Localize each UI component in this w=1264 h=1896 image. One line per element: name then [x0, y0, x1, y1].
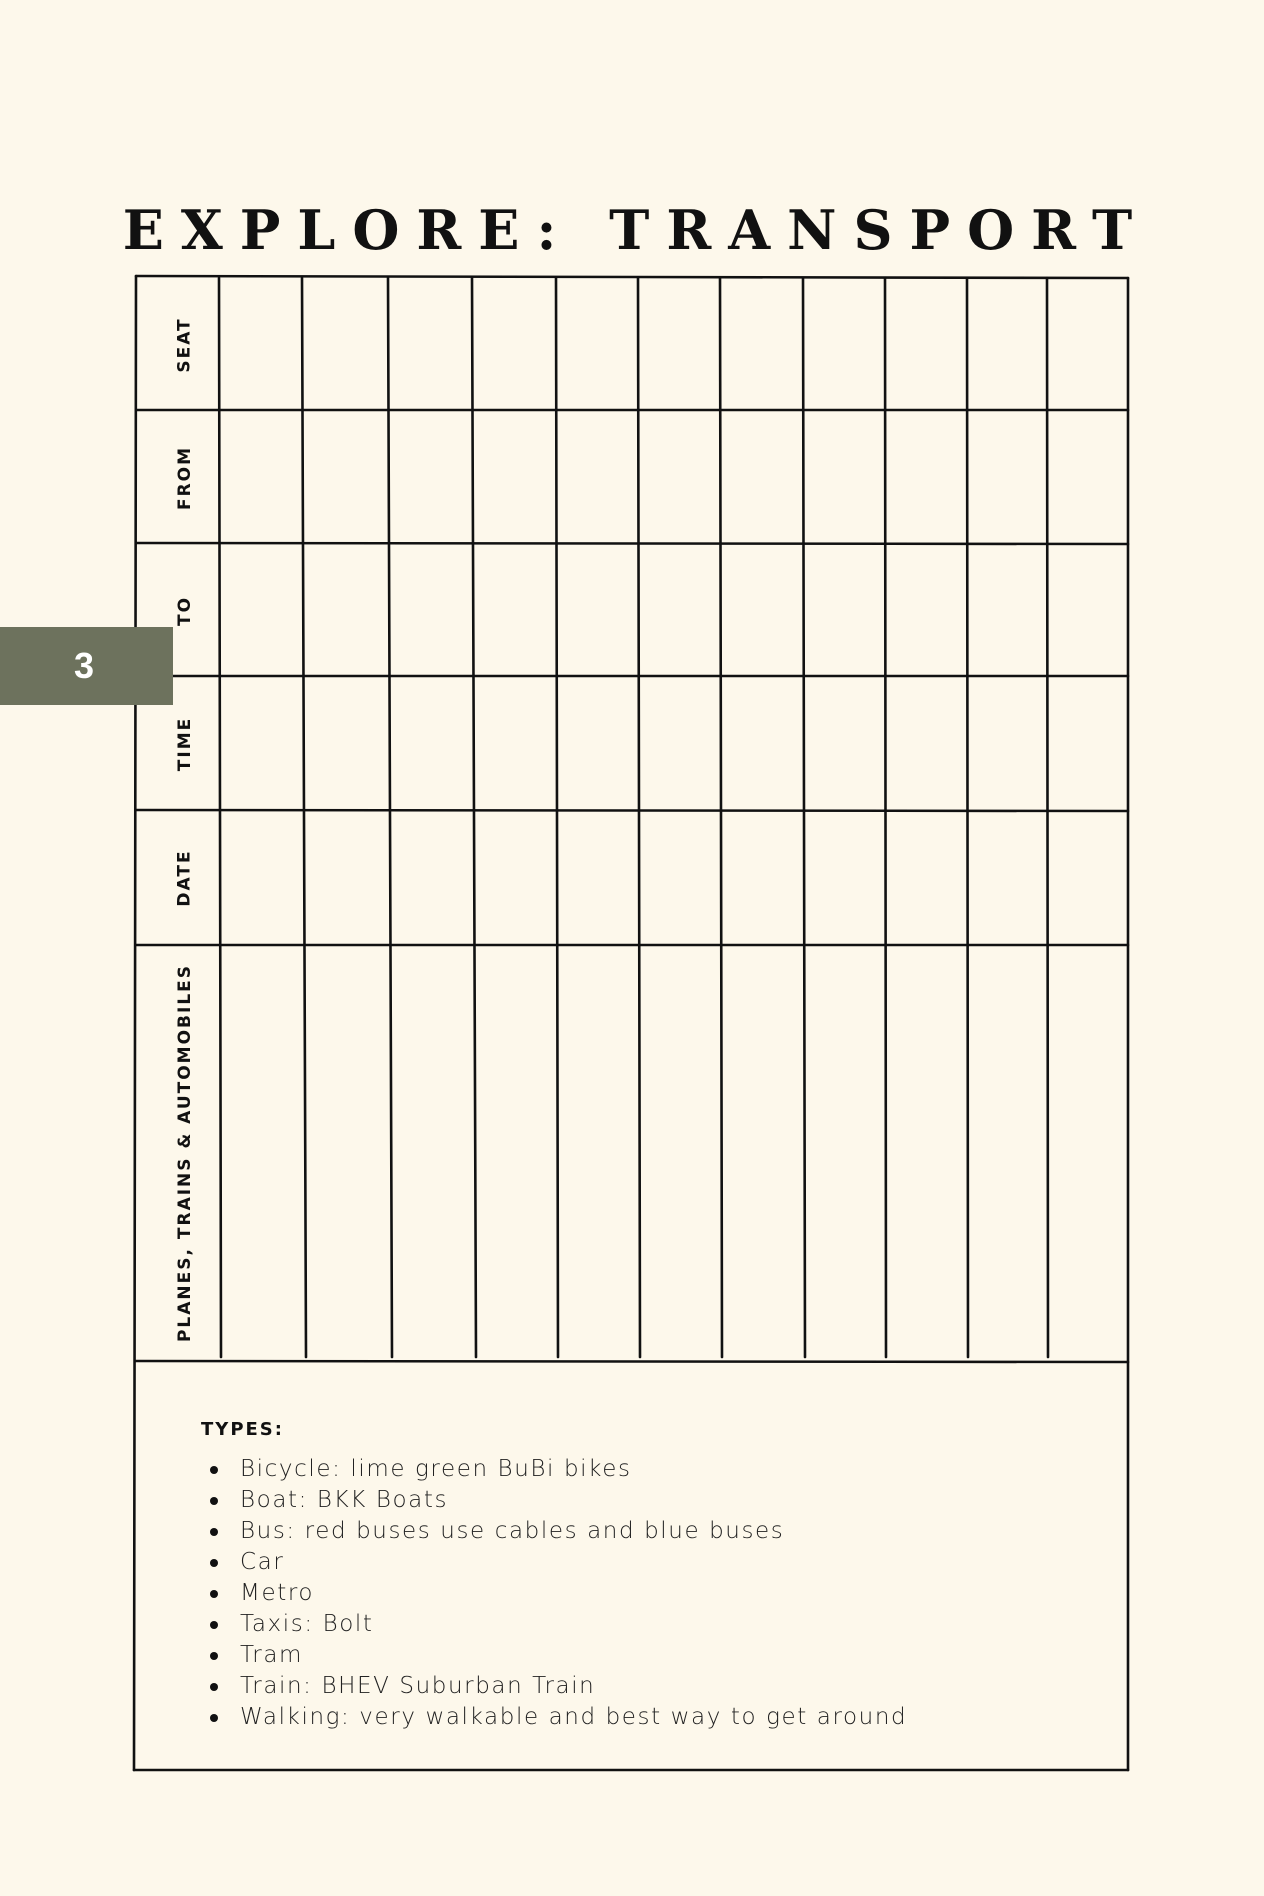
page-number: 3: [74, 645, 95, 686]
types-list: [201, 1454, 907, 1733]
list-item: Train: BHEV Suburban Train: [201, 1671, 907, 1702]
bullet-icon: [210, 1714, 218, 1722]
row-label-date: DATE: [174, 848, 195, 907]
table-column-divider: [720, 278, 722, 1357]
row-label-from: FROM: [174, 445, 195, 510]
bullet-icon: [210, 1652, 218, 1660]
list-item: Walking: very walkable and best way to get around: [201, 1702, 907, 1733]
table-column-divider: [556, 278, 558, 1357]
bullet-icon: [210, 1466, 218, 1474]
bullet-icon: [210, 1497, 218, 1505]
table-column-divider: [472, 278, 476, 1357]
bullet-icon: [210, 1590, 218, 1598]
page-number-tab: [0, 627, 173, 705]
list-item: Metro: [201, 1578, 907, 1609]
types-heading: TYPES:: [201, 1419, 284, 1440]
bullet-icon: [210, 1683, 218, 1691]
bullet-icon: [210, 1621, 218, 1629]
row-label-time: TIME: [174, 716, 195, 771]
list-item: Bus: red buses use cables and blue buses: [201, 1516, 907, 1547]
page-title: EXPLORE: TRANSPORT: [122, 198, 1150, 262]
table-column-divider: [885, 278, 886, 1357]
table-column-divider: [638, 278, 640, 1357]
list-item: Bicycle: lime green BuBi bikes: [201, 1454, 907, 1485]
row-label-vehicles: PLANES, TRAINS & AUTOMOBILES: [175, 963, 196, 1343]
bullet-icon: [210, 1528, 218, 1536]
table-column-divider: [1047, 278, 1048, 1357]
list-item: Taxis: Bolt: [201, 1609, 907, 1640]
list-item: Boat: BKK Boats: [201, 1485, 907, 1516]
table-row-divider: [136, 1361, 1128, 1362]
row-label-to: TO: [175, 595, 195, 626]
row-label-seat: SEAT: [174, 316, 195, 373]
table-column-divider: [967, 278, 968, 1357]
table-row-divider: [136, 810, 1128, 811]
table-column-divider: [302, 278, 306, 1357]
table-row-divider: [136, 543, 1128, 544]
bullet-icon: [210, 1559, 218, 1567]
table-column-divider: [803, 278, 805, 1357]
list-item: Car: [201, 1547, 907, 1578]
table-column-divider: [388, 278, 392, 1357]
list-item: Tram: [201, 1640, 907, 1671]
table-border-left: [134, 276, 136, 1770]
table-border-top: [136, 276, 1128, 278]
